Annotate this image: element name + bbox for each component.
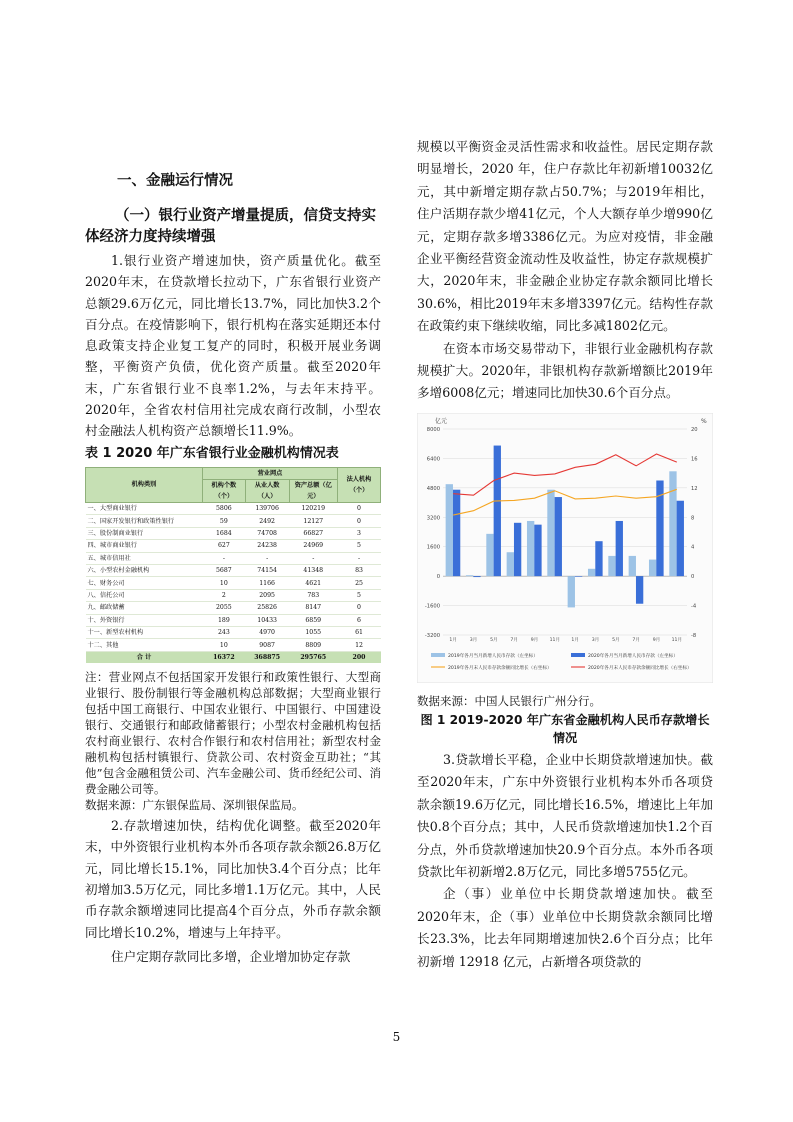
x-tick-label: 11月: [671, 637, 683, 643]
table-note: 注：营业网点不包括国家开发银行和政策性银行、大型商业银行、股份制银行等金融机构总部数据；大型商业银行包括中国工商银行、中国农业银行、中国银行、中国建设银行、交通银行和邮政储蓄银行；小型农村金融机构包括农村商业银行、农村合作银行和农村信用社；新型农村金融机构包括村镇银行、贷款公司、农村资金互助社；“其他”包含金融租赁公司、汽车金融公司、货币经纪公司、消费金融公司等。: [85, 670, 381, 797]
row-legal: 5: [338, 589, 381, 601]
table-row: [86, 540, 381, 552]
row-staff: 24238: [245, 540, 289, 552]
total-legal: 200: [338, 651, 381, 663]
right-tick-label: 8: [691, 515, 695, 522]
table-row: [86, 602, 381, 614]
paragraph-longterm: 企（事）业单位中长期贷款增速加快。截至2020年末，企（事）业单位中长期贷款余额同比增长23.3%，比去年同期增速加快2.6个百分点；比年初新增 12918 亿元，占新增各项贷款的: [417, 886, 713, 969]
table-header-staff: 从业人数（人）: [245, 480, 289, 503]
row-staff: 139706: [245, 503, 289, 515]
left-tick-label: 3200: [426, 515, 440, 522]
left-tick-label: -3200: [424, 632, 440, 639]
row-staff: 4970: [245, 626, 289, 638]
row-name: 八、信托公司: [86, 589, 203, 601]
bar-2020: [595, 541, 602, 576]
legend-label: 2020年各月末人民币存款余额同比增长（右坐标）: [588, 665, 692, 671]
row-assets: 8147: [289, 602, 337, 614]
paragraph-household: 住户定期存款同比多增，企业增加协定存款: [111, 948, 351, 964]
row-legal: 5: [338, 540, 381, 552]
total-assets: 295765: [289, 651, 337, 663]
table-row: [86, 577, 381, 589]
row-name: 九、邮政储蓄: [86, 602, 203, 614]
row-staff: 2492: [245, 515, 289, 527]
row-name: 七、财务公司: [86, 577, 203, 589]
left-tick-label: 6400: [426, 456, 440, 463]
table-caption: 表 1 2020 年广东省银行业金融机构情况表: [85, 445, 339, 461]
table-row: [86, 626, 381, 638]
row-count: 2055: [203, 602, 246, 614]
chart-frame: [417, 413, 713, 683]
row-count: 5806: [203, 503, 246, 515]
bar-2020: [453, 490, 460, 576]
institutions-table: [85, 467, 381, 663]
total-label: 合 计: [86, 651, 203, 663]
table-header-type: 机构类别: [86, 467, 203, 502]
right-unit: %: [701, 417, 707, 425]
table-row: [86, 552, 381, 564]
section-title: 一、金融运行情况: [117, 173, 233, 189]
row-staff: 9087: [245, 639, 289, 651]
page-number: 5: [392, 1030, 401, 1044]
table-header-assets: 资产总额（亿元）: [289, 480, 337, 503]
row-legal: 12: [338, 639, 381, 651]
table-row: [86, 565, 381, 577]
x-tick-label: 1月: [449, 637, 457, 643]
right-tick-label: -4: [691, 603, 697, 610]
x-tick-label: 5月: [490, 637, 498, 643]
row-name: 五、城市信用社: [86, 552, 203, 564]
left-column: [85, 168, 381, 967]
bar-2020: [514, 523, 521, 576]
row-assets: 120219: [289, 503, 337, 515]
x-tick-label: 5月: [612, 637, 620, 643]
bar-2020: [473, 576, 480, 577]
row-count: 1684: [203, 527, 246, 539]
row-staff: 2095: [245, 589, 289, 601]
x-tick-label: 9月: [530, 637, 539, 643]
row-count: 189: [203, 614, 246, 626]
row-legal: 0: [338, 515, 381, 527]
bar-2019: [547, 490, 554, 576]
row-assets: 24969: [289, 540, 337, 552]
left-unit: 亿元: [435, 417, 448, 425]
table-row: [86, 614, 381, 626]
table-header-count: 机构个数（个）: [203, 480, 246, 503]
bar-2020: [636, 576, 643, 604]
bar-2020: [616, 521, 623, 576]
bar-2020: [555, 497, 562, 576]
total-count: 16372: [203, 651, 246, 663]
bar-2019: [527, 521, 534, 576]
left-tick-label: 8000: [426, 426, 440, 433]
row-staff: -: [245, 552, 289, 564]
row-count: 59: [203, 515, 246, 527]
x-tick-label: 9月: [652, 637, 661, 643]
legend-swatch: [431, 653, 445, 657]
left-tick-label: 1600: [426, 544, 440, 551]
row-assets: 1055: [289, 626, 337, 638]
paragraph-loans: 3.贷款增长平稳，企业中长期贷款增速加快。截至2020年末，广东中外资银行业机构本外币各项贷款余额19.6万亿元，同比增长16.5%，增速比上年加快0.8个百分点；其中，人民币贷款增速加快1.2个百分点，外币贷款增速加快20.9个百分点。本外币各项贷款比年初新增2.8万亿元，同比多增5755亿元。: [417, 751, 713, 879]
x-tick-label: 1月: [571, 637, 579, 643]
x-tick-label: 11月: [549, 637, 561, 643]
subsection-title: （一）银行业资产增量提质，信贷支持实体经济力度持续增强: [85, 208, 376, 245]
x-tick-label: 3月: [469, 637, 478, 643]
bar-2020: [575, 576, 582, 577]
table-source: 数据来源：广东银保监局、深圳银保监局。: [85, 798, 304, 813]
figure-caption: 图 1 2019-2020 年广东省金融机构人民币存款增长情况: [420, 712, 710, 745]
table-row: [86, 503, 381, 515]
right-tick-label: -8: [691, 632, 697, 639]
bar-2019: [568, 576, 575, 607]
paragraph-structure: 规模以平衡资金灵活性需求和收益性。居民定期存款明显增长，2020 年，住户存款比年初新增10032亿元，其中新增定期存款占50.7%；与2019年相比，住户活期存款少增41亿元，个人大额存单少增990亿元，定期存款多增3386亿元。为应对疫情，非金融企业平衡经营资金流动性及收益性，协定存款规模扩大，2020年末，非金融企业协定存款余额同比增长30.6%，相比2019年末多增3397亿元。结构性存款在政策约束下继续收缩，同比多减1802亿元。: [417, 139, 713, 334]
row-legal: 25: [338, 577, 381, 589]
left-tick-label: 4800: [426, 485, 440, 492]
row-legal: -: [338, 552, 381, 564]
row-count: 5687: [203, 565, 246, 577]
row-name: 四、城市商业银行: [86, 540, 203, 552]
total-staff: 368875: [245, 651, 289, 663]
table-row: [86, 589, 381, 601]
figure-source: 数据来源：中国人民银行广州分行。: [417, 693, 601, 708]
bar-2019: [588, 569, 595, 576]
right-tick-label: 20: [691, 426, 698, 433]
row-assets: 6859: [289, 614, 337, 626]
right-column: [417, 136, 713, 973]
row-assets: 66827: [289, 527, 337, 539]
row-count: 10: [203, 577, 246, 589]
row-staff: 74154: [245, 565, 289, 577]
bar-2019: [629, 556, 636, 576]
row-name: 十、外资银行: [86, 614, 203, 626]
bar-2019: [446, 484, 453, 576]
x-tick-label: 3月: [591, 637, 600, 643]
bar-2019: [649, 559, 656, 576]
row-staff: 1166: [245, 577, 289, 589]
row-count: 627: [203, 540, 246, 552]
table-row: [86, 527, 381, 539]
right-tick-label: 0: [691, 574, 695, 581]
row-name: 十一、新型农村机构: [86, 626, 203, 638]
bar-2020: [534, 525, 541, 576]
left-tick-label: -1600: [424, 603, 440, 610]
bar-2019: [466, 575, 473, 576]
x-tick-label: 7月: [510, 637, 518, 643]
row-assets: 4621: [289, 577, 337, 589]
row-count: 10: [203, 639, 246, 651]
row-staff: 74708: [245, 527, 289, 539]
row-legal: 61: [338, 626, 381, 638]
row-legal: 83: [338, 565, 381, 577]
row-assets: -: [289, 552, 337, 564]
table-header-outlets: 营业网点: [203, 467, 338, 479]
row-name: 三、股份制商业银行: [86, 527, 203, 539]
row-count: 2: [203, 589, 246, 601]
row-legal: 0: [338, 503, 381, 515]
right-tick-label: 16: [691, 456, 698, 463]
left-tick-label: 0: [436, 574, 440, 581]
legend-label: 2020年各月当月新增人民币存款（左坐标）: [588, 653, 678, 659]
row-name: 六、小型农村金融机构: [86, 565, 203, 577]
bar-2020: [494, 445, 501, 576]
paragraph-assets: 1.银行业资产增速加快，资产质量优化。截至2020年末，在贷款增长拉动下，广东省银行业资产总额29.6万亿元，同比增长13.7%，同比加快3.2个百分点。在疫情影响下，银行机构在落实延期还本付息政策支持企业复工复产的同时，积极开展业务调整，平衡资产负债，优化资产质量。截至2020年末，广东省银行业不良率1.2%，与去年末持平。2020年，全省农村信用社完成农商行改制，小型农村金融法人机构资产总额增长11.9%。: [85, 253, 381, 439]
row-legal: 3: [338, 527, 381, 539]
row-assets: 41348: [289, 565, 337, 577]
paragraph-deposits: 2.存款增速加快，结构优化调整。截至2020年末，中外资银行业机构本外币各项存款余额26.8万亿元，同比增长15.1%，同比加快3.4个百分点；比年初增加3.5万亿元，同比多增1.1万亿元。其中，人民币存款余额增速同比提高4个百分点，外币存款余额同比增长10.2%，增速与上年持平。: [85, 818, 381, 940]
row-assets: 12127: [289, 515, 337, 527]
row-name: 二、国家开发银行和政策性银行: [86, 515, 203, 527]
legend-label: 2019年各月当月新增人民币存款（左坐标）: [448, 653, 538, 659]
table-header-legal: 法人机构（个）: [338, 467, 381, 502]
paragraph-nonbank: 在资本市场交易带动下，非银行业金融机构存款规模扩大。2020年，非银机构存款新增额比2019年多增6008亿元；增速同比加快30.6个百分点。: [417, 340, 713, 401]
bar-2019: [669, 471, 676, 576]
row-name: 一、大型商业银行: [86, 503, 203, 515]
bar-2019: [486, 534, 493, 576]
deposit-chart: [417, 413, 713, 683]
row-assets: 8809: [289, 639, 337, 651]
row-staff: 25826: [245, 602, 289, 614]
row-name: 十二、其他: [86, 639, 203, 651]
row-legal: 6: [338, 614, 381, 626]
row-assets: 783: [289, 589, 337, 601]
table-row: [86, 515, 381, 527]
table-row: [86, 639, 381, 651]
table-total-row: [86, 651, 381, 663]
row-staff: 10433: [245, 614, 289, 626]
legend-label: 2019年各月末人民币存款余额同比增长（右坐标）: [448, 665, 552, 671]
bar-2019: [507, 552, 514, 576]
right-tick-label: 4: [691, 544, 695, 551]
row-count: -: [203, 552, 246, 564]
bar-2020: [677, 501, 684, 576]
bar-2019: [608, 556, 615, 576]
right-tick-label: 12: [691, 485, 698, 492]
row-count: 243: [203, 626, 246, 638]
legend-swatch: [571, 653, 585, 657]
x-tick-label: 7月: [632, 637, 640, 643]
row-legal: 0: [338, 602, 381, 614]
